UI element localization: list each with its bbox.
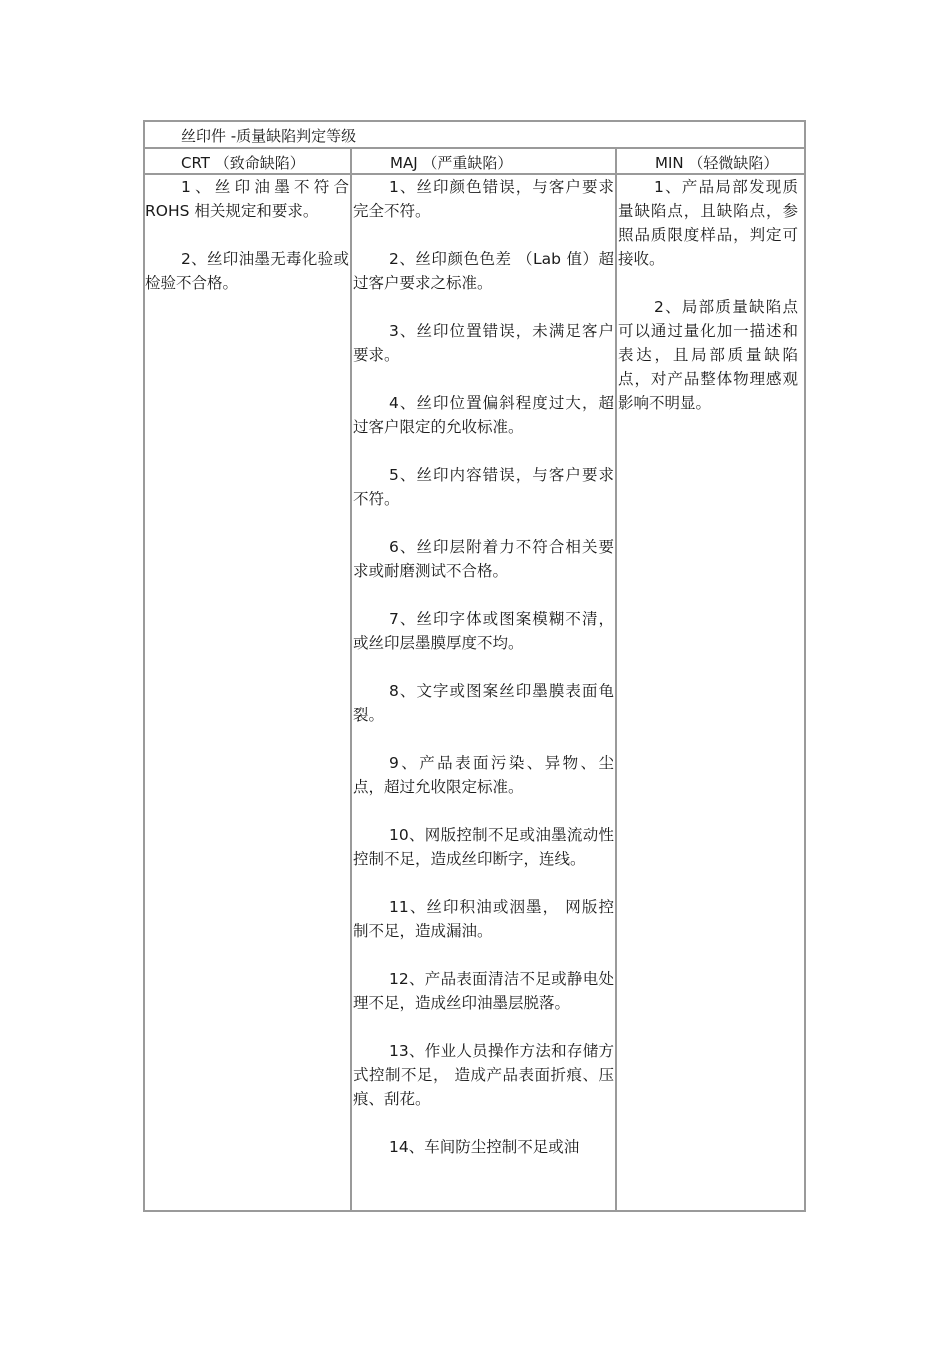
maj-item: 13、作业人员操作方法和存储方式控制不足， 造成产品表面折痕、压痕、刮花。	[353, 1042, 614, 1108]
maj-item: 8、文字或图案丝印墨膜表面龟裂。	[353, 682, 614, 724]
maj-item: 9、产品表面污染、异物、尘点，超过允收限定标准。	[353, 754, 614, 796]
crt-column	[145, 175, 350, 1210]
maj-item: 4、丝印位置偏斜程度过大，超过客户限定的允收标准。	[353, 394, 614, 436]
maj-item: 2、丝印颜色色差 （Lab 值）超过客户要求之标准。	[353, 250, 614, 292]
defect-grade-table	[143, 120, 806, 1212]
maj-item: 7、丝印字体或图案模糊不清，或丝印层墨膜厚度不均。	[353, 610, 614, 652]
table-title-row	[145, 122, 804, 149]
maj-item: 10、网版控制不足或油墨流动性控制不足，造成丝印断字，连线。	[353, 826, 614, 868]
maj-item: 1、丝印颜色错误，与客户要求完全不符。	[353, 178, 614, 220]
maj-item: 12、产品表面清洁不足或静电处理不足，造成丝印油墨层脱落。	[353, 970, 614, 1012]
maj-item: 11、丝印积油或洇墨， 网版控制不足，造成漏油。	[353, 898, 614, 940]
header-min: MIN （轻微缺陷）	[615, 149, 804, 173]
table-body-row	[145, 175, 804, 1210]
maj-column	[350, 175, 615, 1210]
crt-item: 1、丝印油墨不符合 ROHS 相关规定和要求。	[145, 178, 349, 220]
maj-item: 5、丝印内容错误，与客户要求不符。	[353, 466, 614, 508]
maj-item: 6、丝印层附着力不符合相关要求或耐磨测试不合格。	[353, 538, 614, 580]
header-crt: CRT （致命缺陷）	[181, 154, 305, 172]
maj-item: 14、车间防尘控制不足或油	[389, 1138, 580, 1156]
min-item: 1、产品局部发现质量缺陷点，且缺陷点，参照品质限度样品，判定可接收。	[618, 178, 798, 268]
table-header-row	[145, 149, 804, 175]
header-maj: MAJ （严重缺陷）	[350, 149, 615, 173]
maj-item: 3、丝印位置错误，未满足客户要求。	[353, 322, 614, 364]
min-item: 2、局部质量缺陷点可以通过量化加一描述和表达，且局部质量缺陷点，对产品整体物理感观影响不明显。	[618, 298, 798, 412]
min-column	[615, 175, 804, 1210]
table-title: 丝印件 -质量缺陷判定等级	[181, 127, 357, 145]
crt-item: 2、丝印油墨无毒化验或检验不合格。	[145, 250, 349, 292]
